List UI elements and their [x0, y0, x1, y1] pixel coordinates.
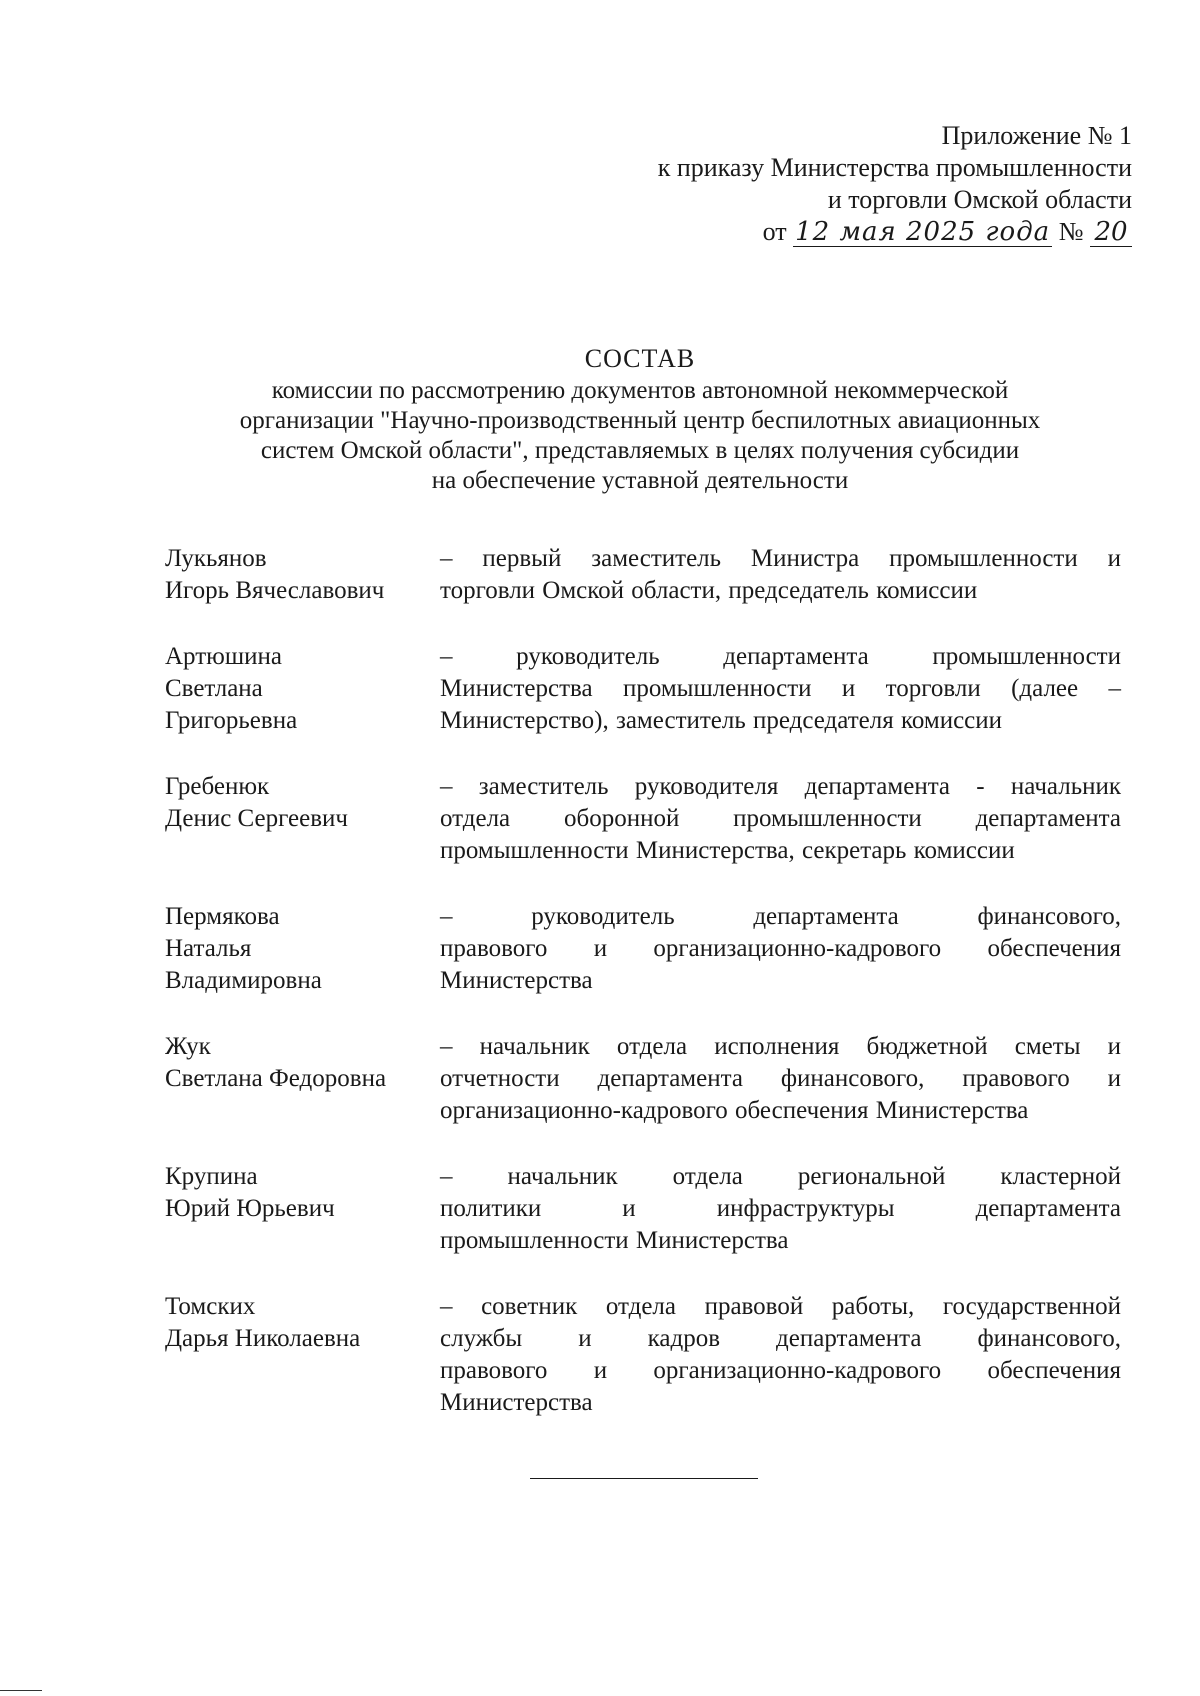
member-entry [165, 1291, 1121, 1419]
appendix-order-ref-cont: и торговли Омской области [827, 185, 1132, 214]
role-line: Министерства [440, 1389, 593, 1416]
member-name [165, 1031, 440, 1095]
member-surname: Артюшина [165, 643, 282, 670]
document-title: СОСТАВ [584, 344, 696, 373]
member-role [440, 1291, 1121, 1419]
heading-line: на обеспечение уставной деятельности [431, 467, 849, 494]
member-surname: Лукьянов [165, 545, 267, 572]
heading-line: организации "Научно-производственный центр беспилотных авиационных [239, 407, 1041, 434]
scan-edge-mark [0, 1690, 42, 1691]
heading-line: систем Омской области", представляемых в целях получения субсидии [260, 437, 1020, 464]
member-entry [165, 641, 1121, 737]
role-line: – руководитель департамента финансового, [440, 903, 1121, 930]
member-name [165, 1291, 440, 1355]
member-name [165, 1161, 440, 1225]
role-line: правового и организационно-кадрового обеспечения [440, 935, 1121, 962]
role-line: Министерства [440, 967, 593, 994]
end-of-document-divider [530, 1478, 758, 1479]
appendix-date-line [658, 216, 1132, 248]
role-line: службы и кадров департамента финансового, [440, 1325, 1121, 1352]
document-heading [150, 344, 1130, 496]
role-line: – начальник отдела региональной кластерной [440, 1163, 1121, 1190]
role-line: организационно-кадрового обеспечения Министерства [440, 1097, 1029, 1124]
member-role [440, 641, 1121, 737]
member-given-names: Юрий Юрьевич [165, 1195, 335, 1222]
appendix-block [658, 120, 1132, 248]
role-line: промышленности Министерства [440, 1227, 789, 1254]
role-line: – руководитель департамента промышленности [440, 643, 1121, 670]
member-given-names: Дарья Николаевна [165, 1325, 361, 1352]
member-role [440, 771, 1121, 867]
member-entry [165, 771, 1121, 867]
member-name [165, 641, 440, 737]
member-patronymic: Владимировна [165, 967, 322, 994]
role-line: – заместитель руководителя департамента - начальник [440, 773, 1121, 800]
member-surname: Гребенюк [165, 773, 270, 800]
commission-members-list [165, 543, 1121, 1453]
member-given-name: Наталья [165, 935, 252, 962]
handwritten-number: 20 [1090, 218, 1132, 247]
member-surname: Крупина [165, 1163, 258, 1190]
number-label: № [1058, 217, 1084, 246]
member-name [165, 543, 440, 607]
role-line: – советник отдела правовой работы, государственной [440, 1293, 1121, 1320]
member-entry [165, 543, 1121, 607]
member-role [440, 901, 1121, 997]
from-label: от [762, 217, 787, 246]
appendix-order-ref: к приказу Министерства промышленности [657, 153, 1132, 182]
role-line: отчетности департамента финансового, правового и [440, 1065, 1121, 1092]
role-line: – начальник отдела исполнения бюджетной сметы и [440, 1033, 1121, 1060]
role-line: правового и организационно-кадрового обеспечения [440, 1357, 1121, 1384]
member-given-names: Игорь Вячеславович [165, 577, 385, 604]
member-patronymic: Григорьевна [165, 707, 298, 734]
member-entry [165, 1031, 1121, 1127]
member-role [440, 1161, 1121, 1257]
role-line: политики и инфраструктуры департамента [440, 1195, 1121, 1222]
member-surname: Пермякова [165, 903, 280, 930]
member-surname: Жук [165, 1033, 211, 1060]
member-entry [165, 901, 1121, 997]
member-given-name: Светлана [165, 675, 263, 702]
role-line: Министерство), заместитель председателя комиссии [440, 707, 1003, 734]
role-line: отдела оборонной промышленности департамента [440, 805, 1121, 832]
member-role [440, 543, 1121, 607]
member-name [165, 901, 440, 997]
handwritten-date: 12 мая 2025 года [795, 217, 1051, 247]
role-line: Министерства промышленности и торговли (далее – [440, 675, 1121, 702]
member-entry [165, 1161, 1121, 1257]
member-given-names: Денис Сергеевич [165, 805, 349, 832]
member-surname: Томских [165, 1293, 256, 1320]
appendix-title: Приложение № 1 [941, 121, 1132, 150]
member-given-names: Светлана Федоровна [165, 1065, 387, 1092]
role-line: торговли Омской области, председатель комиссии [440, 577, 978, 604]
member-role [440, 1031, 1121, 1127]
role-line: промышленности Министерства, секретарь комиссии [440, 837, 1015, 864]
role-line: – первый заместитель Министра промышленности и [440, 545, 1121, 572]
member-name [165, 771, 440, 835]
heading-line: комиссии по рассмотрению документов автономной некоммерческой [271, 377, 1009, 404]
